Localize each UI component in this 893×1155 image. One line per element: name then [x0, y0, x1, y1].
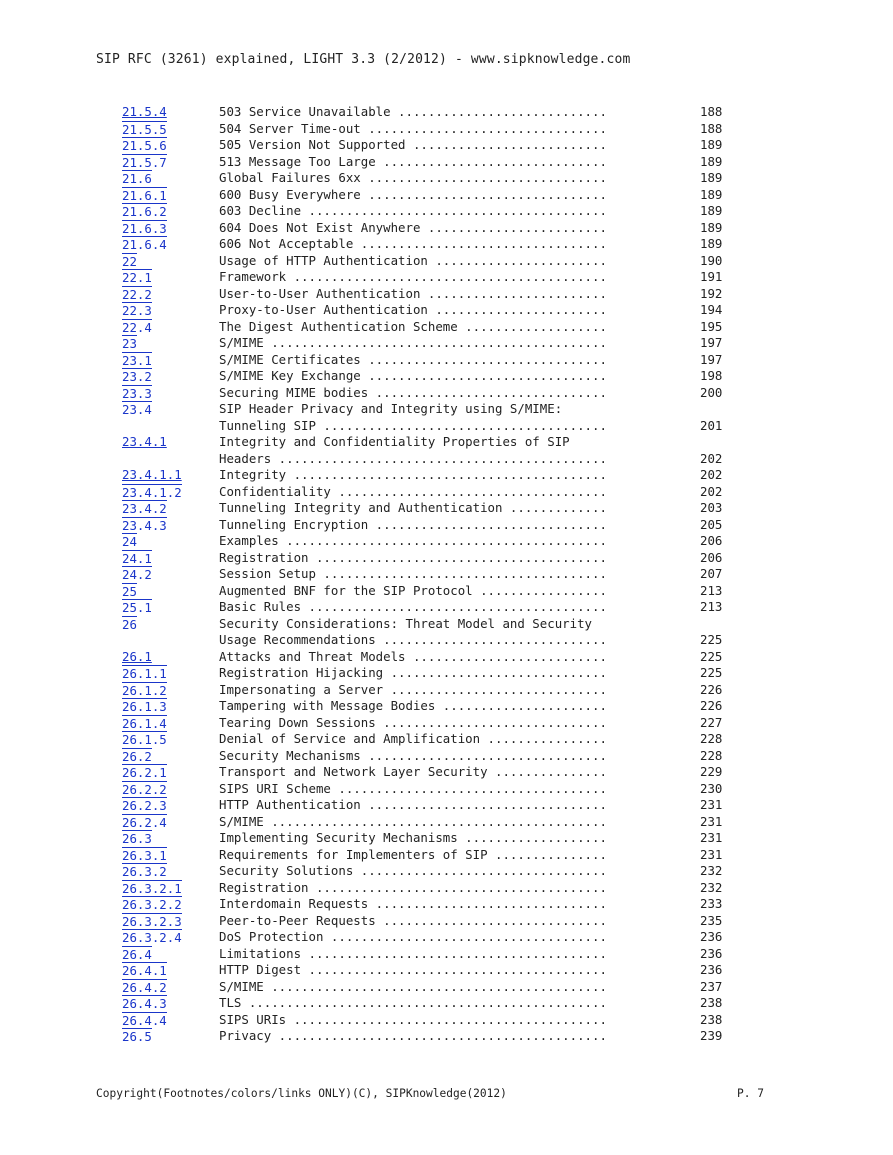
toc-page-number: 232 [700, 863, 723, 878]
table-of-contents [122, 104, 762, 1045]
toc-row [122, 319, 762, 336]
toc-page-number: 231 [700, 846, 723, 862]
page-header: SIP RFC (3261) explained, LIGHT 3.3 (2/2012) - www.sipknowledge.com [96, 52, 631, 67]
toc-row [122, 748, 762, 765]
toc-section-link[interactable]: 21.6.3 [122, 220, 167, 236]
toc-page-number: 198 [700, 368, 723, 383]
toc-page-number: 238 [700, 1011, 723, 1027]
toc-title: HTTP Authentication ................................ [219, 797, 607, 812]
toc-section-link[interactable]: 26.1.4 [122, 715, 167, 731]
toc-title: Usage of HTTP Authentication ....................... [219, 252, 607, 268]
toc-section-link[interactable]: 26.4.4 [122, 1012, 167, 1028]
toc-title: 600 Busy Everywhere ................................ [219, 186, 607, 202]
toc-row [122, 583, 762, 600]
toc-title: SIPS URIs .......................................... [219, 1011, 607, 1027]
toc-section-link[interactable]: 23.2 [122, 369, 152, 384]
toc-page-number: 236 [700, 962, 723, 977]
toc-row [122, 467, 762, 484]
toc-section-link[interactable]: 26.1.1 [122, 666, 167, 681]
toc-section-link[interactable]: 26.4.3 [122, 996, 167, 1011]
toc-title: User-to-User Authentication ........................ [219, 285, 607, 301]
toc-row [122, 286, 762, 303]
toc-title: 503 Service Unavailable ............................ [219, 104, 607, 119]
toc-title: Registration ....................................... [219, 879, 607, 895]
toc-section-link[interactable]: 22.2 [122, 286, 152, 302]
toc-page-number: 233 [700, 896, 723, 911]
toc-page-number: 189 [700, 170, 723, 185]
toc-title: Confidentiality .................................... [219, 483, 607, 499]
toc-section-link[interactable]: 23.4.2 [122, 501, 167, 516]
toc-row [122, 253, 762, 270]
toc-section-link[interactable]: 23.4.1.2 [122, 484, 182, 500]
toc-title: Limitations ........................................ [219, 945, 607, 961]
toc-page-number: 229 [700, 764, 723, 779]
toc-page-number: 202 [700, 467, 723, 482]
toc-section-link[interactable]: 24.2 [122, 567, 152, 582]
toc-page-number: 189 [700, 186, 723, 202]
page-number: P. 7 [737, 1087, 764, 1100]
toc-page-number: 189 [700, 137, 723, 152]
toc-page-number: 231 [700, 797, 723, 812]
toc-section-link[interactable]: 26.2 [122, 748, 152, 764]
toc-row [122, 781, 762, 798]
toc-title: Tearing Down Sessions .............................. [219, 714, 607, 730]
toc-section-link[interactable]: 26.3.1 [122, 847, 167, 863]
toc-page-number: 227 [700, 714, 723, 730]
toc-page-number: 206 [700, 549, 723, 565]
toc-section-link[interactable]: 26.3.2 [122, 864, 167, 879]
toc-section-link[interactable]: 22.4 [122, 319, 152, 335]
toc-page-number: 200 [700, 384, 723, 400]
toc-row [122, 517, 762, 534]
toc-title: Peer-to-Peer Requests .............................. [219, 912, 607, 928]
toc-title: S/MIME ............................................. [219, 335, 607, 350]
toc-row [122, 220, 762, 237]
toc-row [122, 665, 762, 682]
toc-title: Examples ........................................... [219, 533, 607, 548]
toc-title: S/MIME Key Exchange ................................ [219, 368, 607, 383]
toc-row [122, 484, 762, 501]
toc-page-number: 228 [700, 731, 723, 746]
toc-title: The Digest Authentication Scheme ................... [219, 318, 607, 334]
toc-title: Global Failures 6xx ................................ [219, 170, 607, 185]
toc-section-link[interactable]: 26.4.1 [122, 963, 167, 978]
toc-title: Framework .......................................... [219, 269, 607, 284]
toc-row [122, 269, 762, 286]
toc-page-number: 225 [700, 632, 723, 647]
toc-section-link[interactable]: 21.5.4 [122, 104, 167, 119]
toc-title: Usage Recommendations .............................. [219, 632, 607, 647]
toc-row [122, 368, 762, 385]
toc-section-link[interactable]: 26.1.5 [122, 732, 167, 747]
toc-row [122, 929, 762, 946]
toc-row [122, 847, 762, 864]
toc-page-number: 213 [700, 599, 723, 614]
toc-title: Basic Rules ........................................ [219, 599, 607, 614]
toc-section-link[interactable]: 22.1 [122, 270, 152, 285]
toc-section-link[interactable]: 26.2.4 [122, 814, 167, 830]
toc-title: Registration Hijacking ............................. [219, 665, 607, 680]
toc-section-link[interactable]: 26.3.2.4 [122, 930, 182, 945]
toc-section-link[interactable]: 26.2.2 [122, 781, 167, 797]
toc-section-link[interactable]: 26.1.2 [122, 682, 167, 698]
toc-page-number: 189 [700, 153, 723, 169]
toc-section-link[interactable]: 26.2.3 [122, 798, 167, 813]
toc-title: Tunneling Integrity and Authentication ............. [219, 500, 607, 515]
toc-title: Privacy ............................................ [219, 1028, 607, 1043]
toc-page-number: 237 [700, 978, 723, 994]
toc-section-link[interactable]: 25.1 [122, 600, 152, 615]
toc-page-number: 226 [700, 681, 723, 697]
toc-page-number: 188 [700, 120, 723, 136]
toc-section-link[interactable]: 26 [122, 616, 137, 632]
toc-title: Security Solutions ................................. [219, 863, 607, 878]
toc-page-number: 213 [700, 582, 723, 598]
page-footer [96, 1087, 768, 1100]
toc-row [122, 962, 762, 979]
toc-page-number: 191 [700, 269, 723, 284]
toc-section-link[interactable]: 26.3.2.1 [122, 880, 182, 896]
toc-row [122, 880, 762, 897]
toc-page-number: 228 [700, 747, 723, 763]
toc-section-link[interactable]: 21.5.6 [122, 138, 167, 153]
toc-row [122, 418, 762, 435]
toc-title: Security Mechanisms ................................ [219, 747, 607, 763]
toc-title: Requirements for Implementers of SIP ............... [219, 846, 607, 862]
toc-section-link[interactable]: 26.3.2.3 [122, 913, 182, 929]
toc-title: Session Setup ...................................... [219, 566, 607, 581]
toc-section-link[interactable]: 26.2.1 [122, 765, 167, 780]
toc-page-number: 189 [700, 203, 723, 218]
toc-row [122, 979, 762, 996]
toc-page-number: 226 [700, 698, 723, 713]
toc-row [122, 896, 762, 913]
toc-section-link[interactable]: 22.3 [122, 303, 152, 318]
toc-section-link[interactable]: 26.4.2 [122, 979, 167, 995]
toc-section-link[interactable]: 23.4.1.1 [122, 467, 182, 482]
toc-page-number: 232 [700, 879, 723, 895]
toc-title: Impersonating a Server ............................. [219, 681, 607, 697]
toc-page-number: 189 [700, 219, 723, 235]
toc-section-link[interactable]: 21.6.2 [122, 204, 167, 219]
toc-section-link[interactable]: 24 [122, 534, 137, 549]
toc-page-number: 236 [700, 945, 723, 961]
toc-title: Integrity and Confidentiality Properties of SIP [219, 434, 570, 449]
toc-title: S/MIME ............................................. [219, 813, 607, 829]
toc-page-number: 239 [700, 1028, 723, 1043]
toc-section-link[interactable]: 23.4.1 [122, 434, 167, 449]
toc-title: Interdomain Requests ............................... [219, 896, 607, 911]
toc-page-number: 225 [700, 648, 723, 664]
toc-row [122, 550, 762, 567]
toc-page-number: 192 [700, 285, 723, 301]
toc-row [122, 154, 762, 171]
toc-section-link[interactable]: 26.4 [122, 946, 152, 962]
toc-section-link[interactable]: 24.1 [122, 550, 152, 566]
toc-section-link[interactable]: 26.1 [122, 648, 152, 664]
toc-row [122, 731, 762, 748]
toc-title: S/MIME ............................................. [219, 978, 607, 994]
toc-row [122, 434, 762, 451]
toc-row [122, 814, 762, 831]
toc-page-number: 238 [700, 995, 723, 1010]
toc-title: Proxy-to-User Authentication ....................... [219, 302, 607, 317]
toc-section-link[interactable]: 21.5.7 [122, 154, 167, 170]
toc-section-link[interactable]: 23.1 [122, 352, 152, 368]
toc-section-link[interactable]: 21.6.4 [122, 237, 167, 252]
toc-row [122, 830, 762, 847]
toc-title: Security Considerations: Threat Model and Security [219, 615, 592, 631]
toc-title: Transport and Network Layer Security ............... [219, 764, 607, 779]
copyright-text: Copyright(Footnotes/colors/links ONLY)(C), SIPKnowledge(2012) [96, 1087, 507, 1100]
toc-title: Tampering with Message Bodies ...................... [219, 698, 607, 713]
toc-row [122, 385, 762, 402]
toc-page-number: 190 [700, 252, 723, 268]
toc-row [122, 913, 762, 930]
toc-page-number: 189 [700, 236, 723, 251]
toc-title: Headers ............................................ [219, 450, 607, 466]
toc-title: 504 Server Time-out ................................ [219, 120, 607, 136]
toc-row [122, 649, 762, 666]
toc-row [122, 121, 762, 138]
toc-section-link[interactable]: 21.6.1 [122, 187, 167, 203]
toc-page-number: 231 [700, 830, 723, 845]
toc-row [122, 500, 762, 517]
toc-page-number: 194 [700, 302, 723, 317]
toc-title: 606 Not Acceptable ................................. [219, 236, 607, 251]
toc-title: 513 Message Too Large .............................. [219, 153, 607, 169]
toc-title: DoS Protection ..................................... [219, 929, 607, 944]
toc-section-link[interactable]: 26.5 [122, 1029, 152, 1044]
toc-row [122, 187, 762, 204]
toc-section-link[interactable]: 26.3.2.2 [122, 897, 182, 912]
toc-title: Tunneling Encryption ............................... [219, 516, 607, 532]
toc-row [122, 302, 762, 319]
toc-page-number: 202 [700, 483, 723, 499]
toc-title: Attacks and Threat Models .......................... [219, 648, 607, 664]
toc-section-link[interactable]: 23 [122, 336, 137, 351]
toc-page-number: 225 [700, 665, 723, 680]
toc-row [122, 599, 762, 616]
toc-section-link[interactable]: 23.4 [122, 402, 152, 417]
toc-section-link[interactable]: 23.3 [122, 385, 152, 401]
toc-title: TLS ................................................ [219, 995, 607, 1010]
toc-row [122, 401, 762, 418]
toc-page-number: 231 [700, 813, 723, 829]
toc-row [122, 1012, 762, 1029]
toc-section-link[interactable]: 25 [122, 583, 137, 599]
toc-row [122, 863, 762, 880]
toc-title: Tunneling SIP ...................................... [219, 417, 607, 433]
toc-row [122, 104, 762, 121]
toc-row [122, 682, 762, 699]
toc-page-number: 197 [700, 351, 723, 367]
toc-section-link[interactable]: 26.3 [122, 831, 152, 846]
toc-title: 505 Version Not Supported .......................... [219, 137, 607, 152]
toc-title: 603 Decline ........................................ [219, 203, 607, 218]
toc-title: SIP Header Privacy and Integrity using S/MIME: [219, 401, 563, 416]
toc-page-number: 235 [700, 912, 723, 928]
toc-section-link[interactable]: 23.4.3 [122, 517, 167, 533]
toc-page-number: 230 [700, 780, 723, 796]
toc-section-link[interactable]: 22 [122, 253, 137, 269]
toc-row [122, 451, 762, 468]
toc-title: Implementing Security Mechanisms ................... [219, 830, 607, 845]
toc-row [122, 170, 762, 187]
toc-page-number: 205 [700, 516, 723, 532]
toc-row [122, 137, 762, 154]
toc-title: HTTP Digest ........................................ [219, 962, 607, 977]
toc-row [122, 946, 762, 963]
toc-row [122, 1028, 762, 1045]
toc-row [122, 616, 762, 633]
toc-title: SIPS URI Scheme .................................... [219, 780, 607, 796]
toc-row [122, 236, 762, 253]
toc-title: Registration ....................................... [219, 549, 607, 565]
toc-row [122, 797, 762, 814]
toc-row [122, 698, 762, 715]
toc-page-number: 197 [700, 335, 723, 350]
toc-row [122, 632, 762, 649]
toc-row [122, 995, 762, 1012]
toc-page-number: 207 [700, 566, 723, 581]
toc-title: Denial of Service and Amplification ................ [219, 731, 607, 746]
toc-title: Integrity .......................................... [219, 467, 607, 482]
toc-page-number: 195 [700, 318, 723, 334]
toc-title: Securing MIME bodies ............................... [219, 384, 607, 400]
toc-title: S/MIME Certificates ................................ [219, 351, 607, 367]
toc-row [122, 566, 762, 583]
toc-page-number: 201 [700, 417, 723, 433]
toc-row [122, 533, 762, 550]
toc-title: Augmented BNF for the SIP Protocol ................. [219, 582, 607, 598]
toc-row [122, 352, 762, 369]
toc-title: 604 Does Not Exist Anywhere ........................ [219, 219, 607, 235]
toc-page-number: 203 [700, 500, 723, 515]
toc-row [122, 335, 762, 352]
toc-page-number: 206 [700, 533, 723, 548]
toc-section-link[interactable]: 21.5.5 [122, 121, 167, 137]
toc-section-link[interactable]: 26.1.3 [122, 699, 167, 714]
toc-row [122, 203, 762, 220]
toc-page-number: 202 [700, 450, 723, 466]
toc-section-link[interactable]: 21.6 [122, 171, 152, 186]
toc-page-number: 188 [700, 104, 723, 119]
toc-row [122, 715, 762, 732]
toc-row [122, 764, 762, 781]
toc-page-number: 236 [700, 929, 723, 944]
